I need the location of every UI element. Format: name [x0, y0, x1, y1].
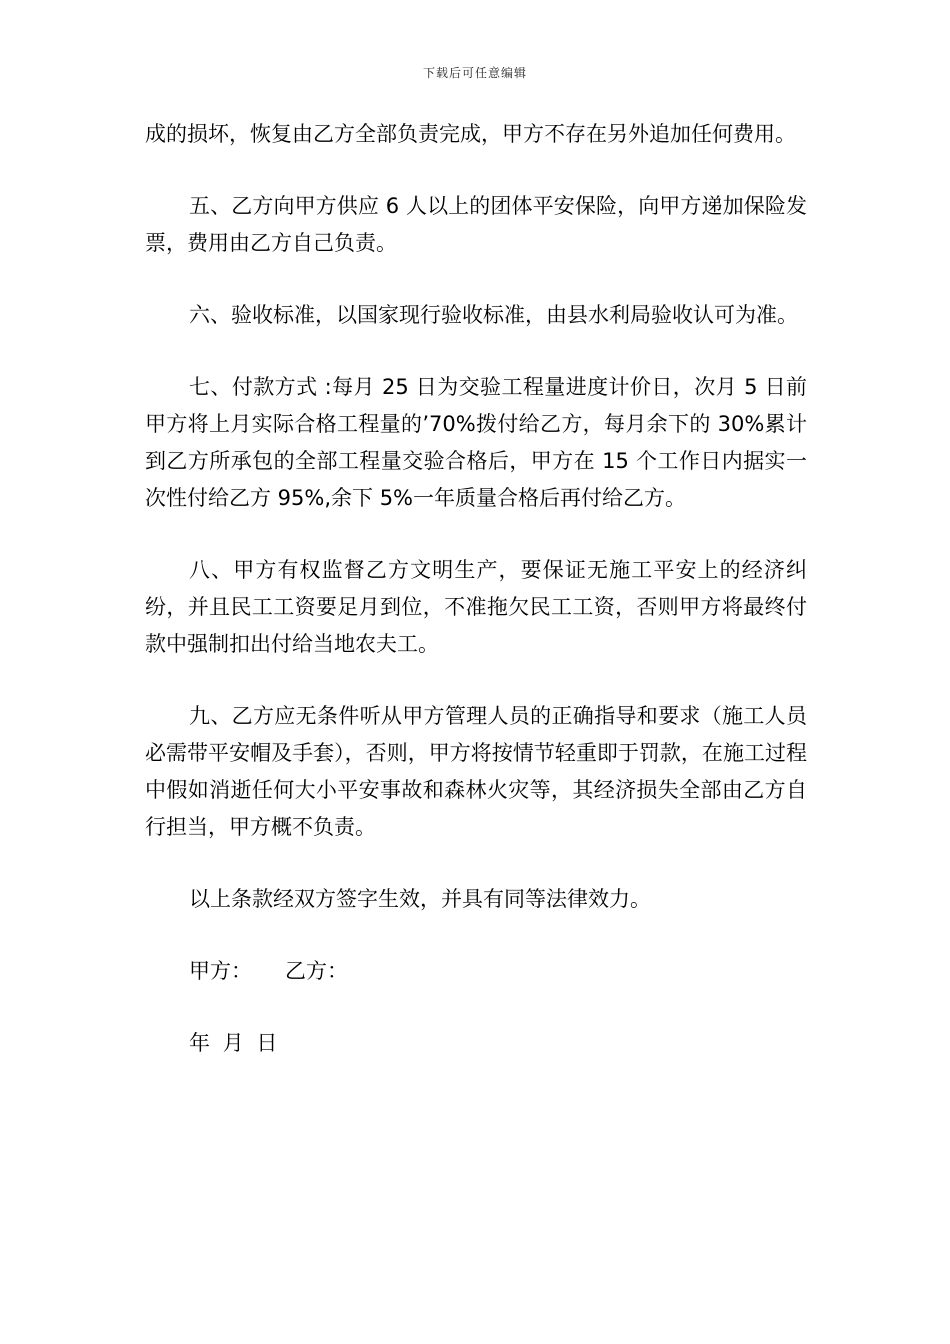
party-b-label: 乙方：: [285, 959, 348, 983]
date-month-label: 月: [222, 1031, 244, 1055]
paragraph-continuation: 成的损坏，恢复由乙方全部负责完成，甲方不存在另外追加任何费用。: [145, 122, 796, 146]
paragraph-effectiveness: 以上条款经双方签字生效，并具有同等法律效力。: [189, 887, 651, 911]
paragraph-clause-5: 五、乙方向甲方供应 6 人以上的团体平安保险，向甲方递加保险发票，费用由乙方自己负责。: [145, 194, 807, 255]
paragraph-clause-8: 八、甲方有权监督乙方文明生产，要保证无施工平安上的经济纠纷，并且民工工资要足月到位，不准拖欠民工工资，否则甲方将最终付款中强制扣出付给当地农夫工。: [145, 558, 807, 656]
signature-row: [145, 953, 807, 990]
paragraph-clause-7: 七、付款方式 :每月 25 日为交验工程量进度计价日，次月 5 日前甲方将上月实际合格工程量的’70%拨付给乙方，每月余下的 30%累计到乙方所承包的全部工程量交验合格后，甲方在 15 个工作日内据实一次性付给乙方 95%,余下 5%一年质量合格后再付给乙方。: [145, 375, 807, 510]
paragraph-clause-6: 六、验收标准，以国家现行验收标准，由县水利局验收认可为准。: [189, 303, 798, 327]
paragraph-clause-9: 九、乙方应无条件听从甲方管理人员的正确指导和要求（施工人员必需带平安帽及手套），否则，甲方将按情节轻重即于罚款，在施工过程中假如消逝任何大小平安事故和森林火灾等，其经济损失全部由乙方自行担当，甲方概不负责。: [145, 704, 807, 839]
date-year-label: 年: [189, 1031, 210, 1055]
date-row: [145, 1025, 807, 1062]
party-a-label: 甲方：: [189, 959, 252, 983]
document-body: [145, 116, 807, 1062]
header-note: 下载后可任意编辑: [422, 66, 527, 80]
date-day-label: 日: [256, 1031, 278, 1055]
